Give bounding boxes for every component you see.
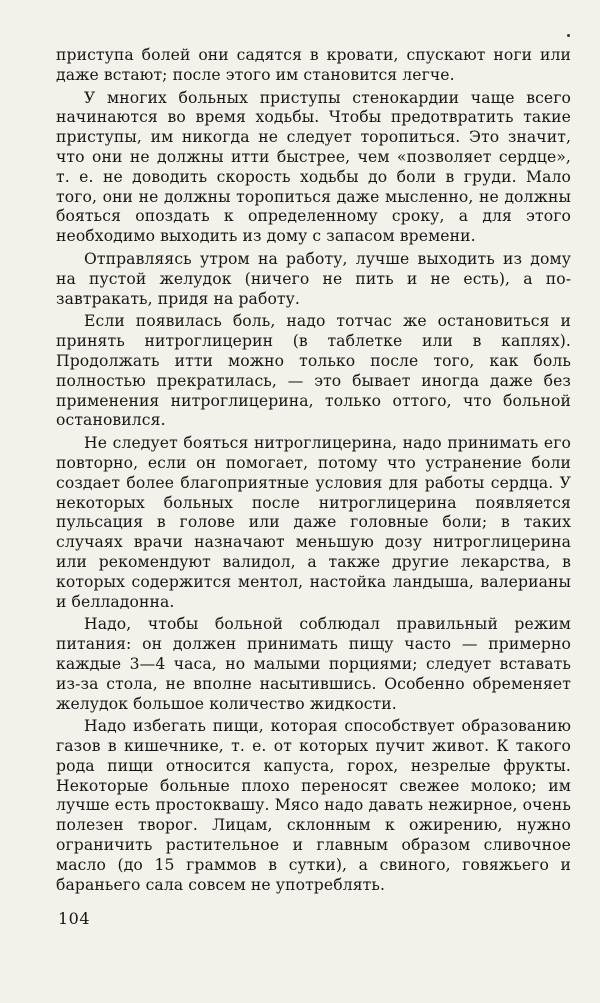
paragraph-food-avoid: Надо избегать пищи, которая способствует образованию газов в кишечнике, т. е. от которых пучит живот. К такого рода пищи относится капуста, горох, незрелые фрукты. Некоторые больные плохо переносят свежее молоко; им лучше есть простоквашу. Мясо надо давать нежирное, очень полезен творог. Лицам, склонным к ожирению, нужно ограничить растительное и главным образом сливочное масло (до 15 граммов в сутки), а свиного, говяжьего и бараньего сала совсем не употреблять. bbox=[56, 717, 571, 894]
paragraph-continuation: приступа болей они садятся в кровати, спускают ноги или даже встают; после этого им становится легче. bbox=[56, 46, 571, 84]
paragraph-nitroglycerin: Не следует бояться нитроглицерина, надо принимать его повторно, если он помогает, потому что устранение боли создает более благоприятные условия для работы сердца. У некоторых больных после нитроглицерина появляется пульсация в голове или даже головные боли; в таких случаях врачи назначают меньшую дозу нитроглицерина или рекомендуют валидол, а также другие лекарства, в которых содержится ментол, настойка ландыша, валерианы и белладонна. bbox=[56, 434, 571, 611]
page-number: 104 bbox=[58, 909, 91, 928]
corner-speck bbox=[567, 34, 570, 37]
paragraph-walking-attacks: У многих больных приступы стенокардии чаще всего начинаются во время ходьбы. Чтобы предотвратить такие приступы, им никогда не следует торопиться. Это значит, что они не должны итти быстрее, чем «позволяет сердце», т. е. не доводить скорость ходьбы до боли в груди. Мало того, они не должны торопиться даже мысленно, не должны бояться опоздать к определенному сроку, а для этого необходимо выходить из дому с запасом времени. bbox=[56, 88, 571, 246]
paragraph-pain-stop: Если появилась боль, надо тотчас же остановиться и принять нитроглицерин (в таблетке или в каплях). Продолжать итти можно только после того, как боль полностью прекратилась, — это бывает иногда даже без применения нитроглицерина, только оттого, что больной остановился. bbox=[56, 312, 571, 430]
paragraph-morning-work: Отправляясь утром на работу, лучше выходить из дому на пустой желудок (ничего не пить и не есть), а позавтракать, придя на работу. bbox=[56, 249, 571, 308]
body-text bbox=[56, 46, 571, 895]
paragraph-diet-regime: Надо, чтобы больной соблюдал правильный режим питания: он должен принимать пищу часто — примерно каждые 3—4 часа, но малыми порциями; следует вставать из-за стола, не вполне насытившись. Особенно обременяет желудок большое количество жидкости. bbox=[56, 615, 571, 713]
book-page bbox=[56, 46, 571, 956]
